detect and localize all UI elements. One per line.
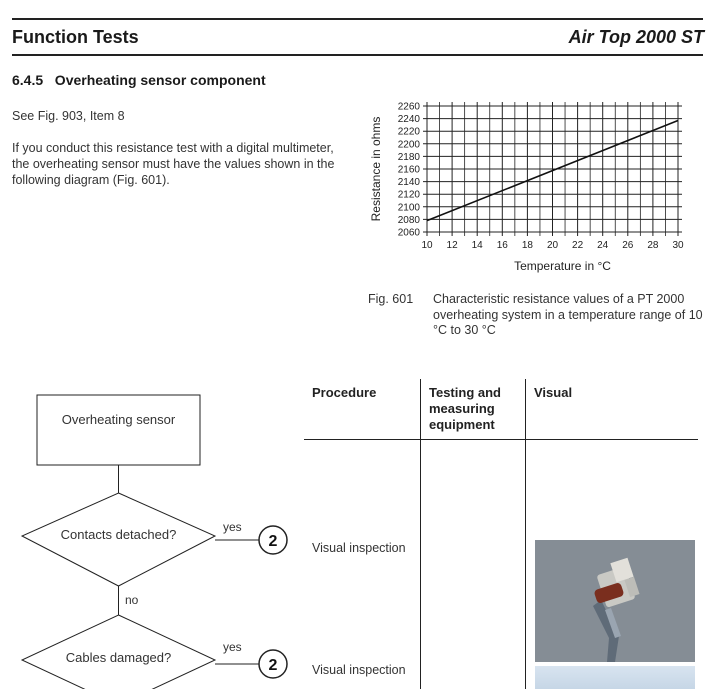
x-tick-label: 22 xyxy=(572,240,584,251)
x-tick-label: 30 xyxy=(672,240,684,251)
table-col-divider-1 xyxy=(420,379,421,689)
figure-label: Fig. 601 xyxy=(368,292,414,306)
y-tick-label: 2060 xyxy=(397,227,420,239)
y-tick-label: 2180 xyxy=(397,151,420,163)
flowchart xyxy=(0,380,300,689)
y-tick-label: 2260 xyxy=(397,101,420,113)
table-header-procedure: Procedure xyxy=(312,385,377,400)
section-title: 6.4.5 Overheating sensor component xyxy=(12,72,266,88)
y-tick-label: 2120 xyxy=(397,189,420,201)
flow-start-box xyxy=(37,395,200,465)
table-col-divider-2 xyxy=(525,379,526,689)
flow-start-label: Overheating sensor xyxy=(61,412,176,427)
x-tick-label: 12 xyxy=(446,240,458,251)
table-cell-procedure-1: Visual inspection xyxy=(312,541,406,555)
y-tick-label: 2160 xyxy=(397,164,420,176)
intro-paragraph: If you conduct this resistance test with a digital multimeter, the overheating sensor must have the values shown in the following diagram (Fig. 601). xyxy=(12,141,335,187)
y-tick-label: 2080 xyxy=(397,214,420,226)
flow-decision-cables-label: Cables damaged? xyxy=(65,650,172,665)
x-tick-label: 10 xyxy=(421,240,433,251)
page-header-title: Function Tests xyxy=(12,27,139,47)
flow-no-label: no xyxy=(125,593,139,607)
x-axis-label: Temperature in °C xyxy=(514,259,611,273)
figure-caption: Characteristic resistance values of a PT 2000 overheating system in a temperature range of 10 °C to 30 °C xyxy=(433,292,703,337)
resistance-chart xyxy=(366,94,702,280)
x-tick-label: 24 xyxy=(597,240,609,251)
y-tick-label: 2100 xyxy=(397,202,420,214)
y-tick-label: 2140 xyxy=(397,177,420,189)
sensor-photo-2 xyxy=(535,666,695,689)
sensor-illustration xyxy=(535,540,695,662)
see-reference: See Fig. 903, Item 8 xyxy=(12,109,125,123)
flow-decision-contacts-label: Contacts detached? xyxy=(60,527,177,542)
x-tick-label: 20 xyxy=(546,240,559,251)
y-tick-label: 2200 xyxy=(397,139,420,151)
flow-yes-label-2: yes xyxy=(223,640,242,654)
table-cell-procedure-2: Visual inspection xyxy=(312,663,406,677)
x-tick-label: 16 xyxy=(496,240,508,251)
x-tick-label: 26 xyxy=(622,240,634,251)
header-top-rule xyxy=(12,18,703,20)
y-tick-label: 2220 xyxy=(397,126,420,138)
x-tick-label: 14 xyxy=(471,240,483,251)
flow-ref-number: 2 xyxy=(268,533,278,550)
flow-yes-label: yes xyxy=(223,520,242,534)
x-tick-label: 28 xyxy=(647,240,659,251)
table-header-equipment: Testing and measuring equipment xyxy=(429,385,501,432)
table-header-rule xyxy=(304,439,698,440)
y-axis-label: Resistance in ohms xyxy=(369,116,383,222)
header-bottom-rule xyxy=(12,54,703,56)
flow-ref-number-2: 2 xyxy=(268,657,278,674)
sensor-photo xyxy=(535,540,695,662)
x-tick-label: 18 xyxy=(521,240,533,251)
y-tick-label: 2240 xyxy=(397,114,420,126)
table-header-visual: Visual xyxy=(534,385,573,400)
page-header-product: Air Top 2000 ST xyxy=(568,27,704,47)
